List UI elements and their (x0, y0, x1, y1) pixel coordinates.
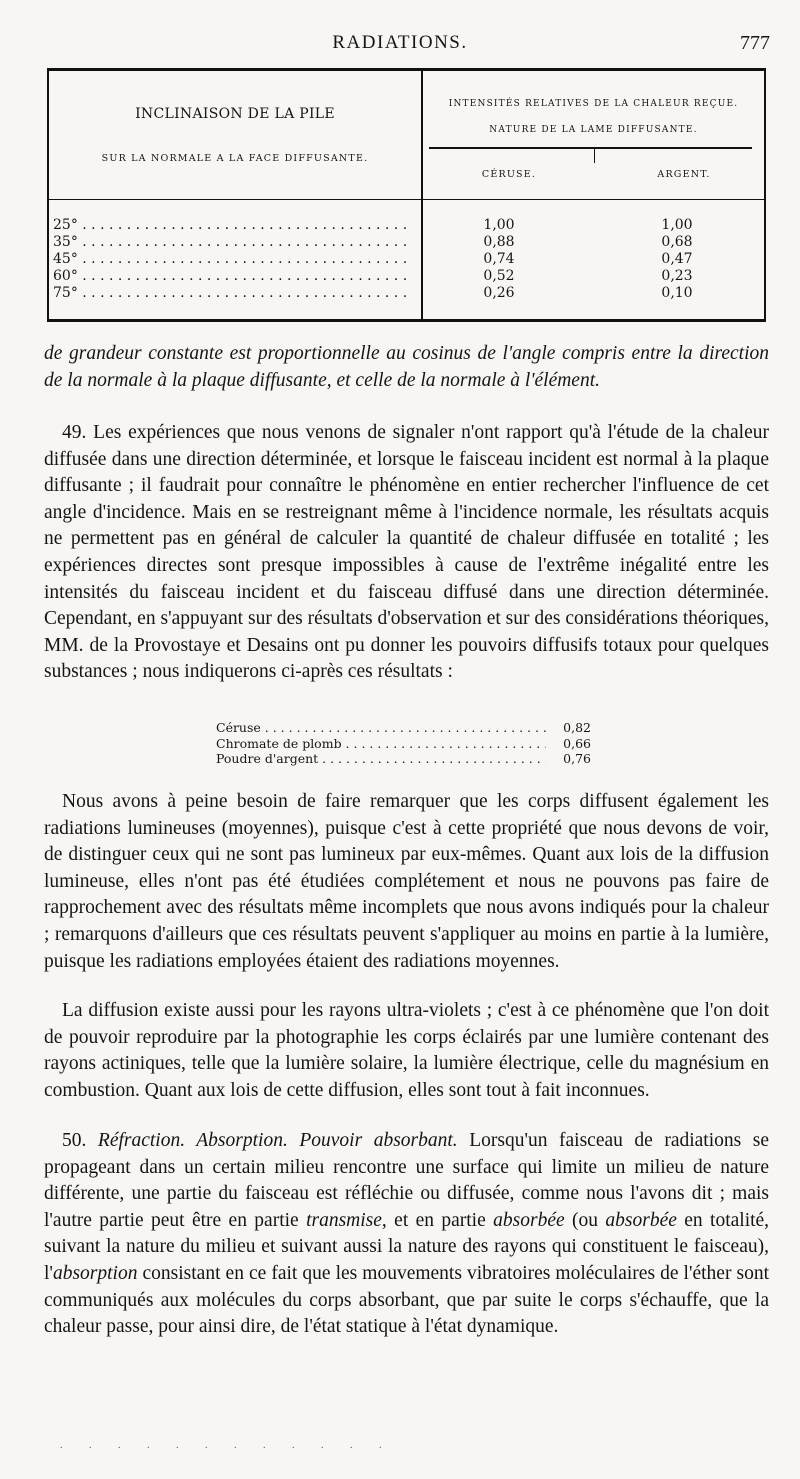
paragraph-luminous (44, 789, 769, 975)
substance-value: 0,76 (563, 751, 591, 766)
row-ceruse-value: 0,26 (483, 285, 515, 301)
italic-paragraph (44, 341, 769, 394)
row-argent-value: 0,47 (661, 251, 693, 267)
italic-paragraph-text: de grandeur constante est proportionnelle au cosinus de l'angle compris entre la direction de la normale à la plaque diffusante, et celle de la normale à l'élément. (44, 343, 769, 391)
page-number: 777 (740, 32, 770, 54)
paragraph-ultraviolet (44, 998, 769, 1104)
substance-name: Poudre d'argent . . . (216, 751, 546, 767)
row-angle: 75° . . . (53, 285, 413, 302)
table-body (49, 217, 764, 302)
section-heading: Réfraction. Absorption. Pouvoir absorbant. (97, 1130, 458, 1151)
paragraph-49-text: 49. Les expériences que nous venons de signaler n'ont rapport qu'à l'étude de la chaleur diffusée dans une direction déterminée, et lorsque le faisceau incident est normal à la plaque diffusante ; il faudrait pour connaître le phénomène en entier rechercher l'influence de cet angle d'incidence. Mais en se restreignant même à l'incidence normale, les résultats acquis ne permettent pas en général de calculer la quantité de chaleur diffusée en totalité ; les expériences directes sont presque impossibles à cause de l'extrême inégalité entre les intensités du faisceau incident et du faisceau diffusé dans une direction déterminée. Cependant, en s'appuyant sur des résultats d'observation et sur des considérations théoriques, MM. de la Provostaye et Desains ont pu donner les pouvoirs diffusifs totaux pour quelques substances ; nous indiquerons ci-après ces résultats : (44, 422, 769, 683)
italic-term: absorbée (605, 1209, 677, 1231)
table-row (49, 234, 764, 251)
table-row (49, 285, 764, 302)
table-right-header: INTENSITÉS RELATIVES DE LA CHALEUR REÇUE. (448, 99, 739, 109)
paragraph-49 (44, 420, 769, 686)
column-header-argent: ARGENT. (657, 169, 711, 180)
paragraph-50-text (44, 1128, 769, 1341)
row-angle: 60° . . . (53, 268, 413, 285)
intensity-table (47, 68, 766, 322)
paragraph-luminous-text: Nous avons à peine besoin de faire remarquer que les corps diffusent également les radiations lumineuses (moyennes), puisque c'est à cette propriété que nous devons de voir, de distinguer ceux qui ne sont pas lumineux par eux-mêmes. Quant aux lois de la diffusion lumineuse, elles n'ont pas été étudiées complétement et nous ne pouvons pas faire de rapprochement avec des résultats même incomplets que nous avons indiqués pour la chaleur ; remarquons d'ailleurs que ces résultats peuvent s'appliquer au moins en partie à la lumière, puisque les radiations employées étaient des radiations moyennes. (44, 791, 769, 972)
table-brace-rule (429, 147, 752, 149)
text-run: (ou (572, 1209, 599, 1231)
table-row (49, 251, 764, 268)
row-argent-value: 0,10 (661, 285, 693, 301)
substance-name: Céruse . . . (216, 720, 546, 736)
substance-list (216, 720, 591, 767)
list-item (216, 736, 591, 752)
row-argent-value: 1,00 (661, 217, 693, 233)
text-run: consistant en ce fait que les mouvements vibratoires moléculaires de l'éther sont communiqués aux molécules du corps absorbant, que par suite le corps s'échauffe, que la chaleur passe, pour ainsi dire, de l'état statique à l'état dynamique. (44, 1262, 769, 1338)
italic-term: transmise (306, 1209, 382, 1231)
row-ceruse-value: 0,88 (483, 234, 515, 250)
text-run: Lorsqu'un faisceau de radiations se propageant dans un certain milieu rencontre une surface qui limite un milieu de nature différente, une partie du faisceau est réfléchie ou diffusée, comme nous l'avons dit ; mais l'autre partie peut être en partie (44, 1130, 770, 1231)
italic-term: absorbée (493, 1209, 565, 1231)
column-header-ceruse: CÉRUSE. (481, 169, 537, 180)
row-angle: 35° . . . (53, 234, 413, 251)
table-row (49, 268, 764, 285)
row-ceruse-value: 0,74 (483, 251, 515, 267)
table-row (49, 217, 764, 234)
italic-term: absorption (52, 1262, 138, 1284)
table-left-header: INCLINAISON DE LA PILE (135, 106, 335, 122)
table-left-subheader: SUR LA NORMALE A LA FACE DIFFUSANTE. (101, 153, 369, 164)
running-title: RADIATIONS. (332, 32, 468, 53)
table-header-rule-left (49, 199, 421, 200)
row-ceruse-value: 0,52 (483, 268, 515, 284)
row-angle: 25° . . . (53, 217, 413, 234)
section-number: 50. (62, 1130, 87, 1151)
paragraph-50 (44, 1128, 769, 1341)
paragraph-ultraviolet-text: La diffusion existe aussi pour les rayons ultra-violets ; c'est à ce phénomène que l'on doit de pouvoir reproduire par la photographie les corps éclairés par une lumière contenant des rayons actiniques, telle que la lumière solaire, la lumière électrique, celle du magnésium en combustion. Quant aux lois de cette diffusion, elles sont tout à fait inconnues. (44, 1000, 769, 1101)
substance-value: 0,66 (563, 735, 591, 751)
table-header-rule-right (421, 199, 764, 200)
scan-specks: . . . . . . . . . . . . (60, 1440, 394, 1451)
substance-name: Chromate de plomb . . . (216, 736, 546, 752)
row-angle: 45° . . . (53, 251, 413, 268)
text-run: , et en partie (381, 1209, 486, 1231)
table-right-subheader: NATURE DE LA LAME DIFFUSANTE. (489, 125, 698, 135)
row-argent-value: 0,23 (661, 268, 693, 284)
row-argent-value: 0,68 (661, 234, 693, 250)
list-item (216, 720, 591, 736)
text-run: en totalité, suivant la nature du milieu et suivant aussi la nature des rayons qui constituent le faisceau), l' (44, 1209, 770, 1284)
table-brace-tick (594, 147, 595, 163)
substance-value: 0,82 (563, 720, 591, 735)
row-ceruse-value: 1,00 (483, 217, 515, 233)
list-item (216, 751, 591, 767)
